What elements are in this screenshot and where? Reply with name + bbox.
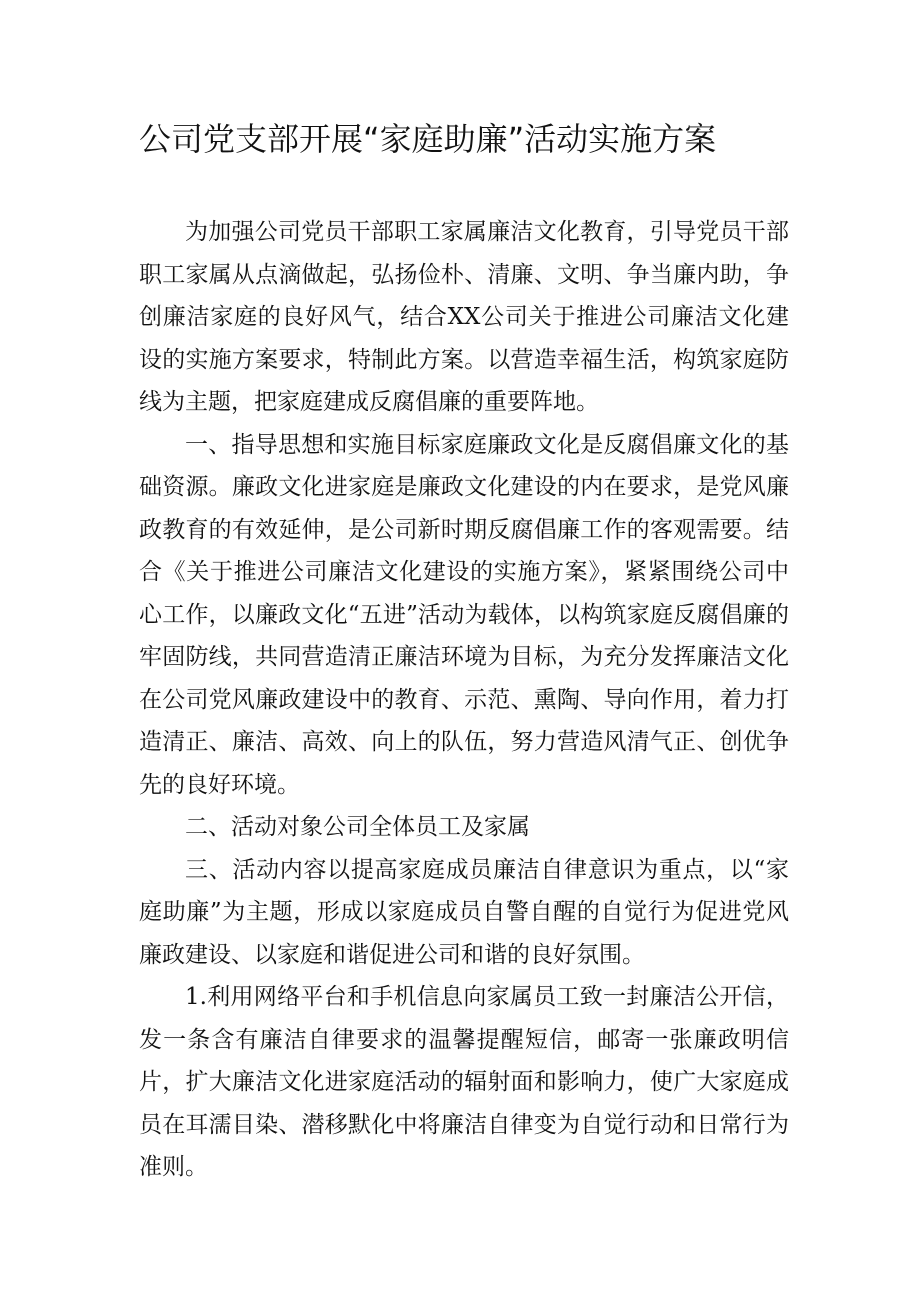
document-title: 公司党支部开展“家庭助廉”活动实施方案 (139, 120, 717, 158)
paragraph-item-1: 1.利用网络平台和手机信息向家属员工致一封廉洁公开信，发一条含有廉洁自律要求的温馨提醒短信，邮寄一张廉政明信片，扩大廉洁文化进家庭活动的辐射面和影响力，使广大家庭成员在耳濡目染、潜移默化中将廉洁自律变为自觉行动和日常行为准则。 (139, 984, 789, 1180)
document-body (139, 211, 789, 1189)
paragraph-section-1: 一、指导思想和实施目标家庭廉政文化是反腐倡廉文化的基础资源。廉政文化进家庭是廉政文化建设的内在要求，是党风廉政教育的有效延伸，是公司新时期反腐倡廉工作的客观需要。结合《关于推进公司廉洁文化建设的实施方案》，紧紧围绕公司中心工作，以廉政文化“五进”活动为载体，以构筑家庭反腐倡廉的牢固防线，共同营造清正廉洁环境为目标，为充分发挥廉洁文化在公司党风廉政建设中的教育、示范、熏陶、导向作用，着力打造清正、廉洁、高效、向上的队伍，努力营造风清气正、创优争先的良好环境。 (139, 431, 789, 798)
paragraph-section-3: 三、活动内容以提高家庭成员廉洁自律意识为重点，以“家庭助廉”为主题，形成以家庭成员自警自醒的自觉行为促进党风廉政建设、以家庭和谐促进公司和谐的良好氛围。 (139, 856, 789, 968)
paragraph-intro: 为加强公司党员干部职工家属廉洁文化教育，引导党员干部职工家属从点滴做起，弘扬俭朴、清廉、文明、争当廉内助，争创廉洁家庭的良好风气，结合XX公司关于推进公司廉洁文化建设的实施方案要求，特制此方案。以营造幸福生活，构筑家庭防线为主题，把家庭建成反腐倡廉的重要阵地。 (139, 219, 789, 415)
paragraph-section-2: 二、活动对象公司全体员工及家属 (185, 814, 530, 840)
